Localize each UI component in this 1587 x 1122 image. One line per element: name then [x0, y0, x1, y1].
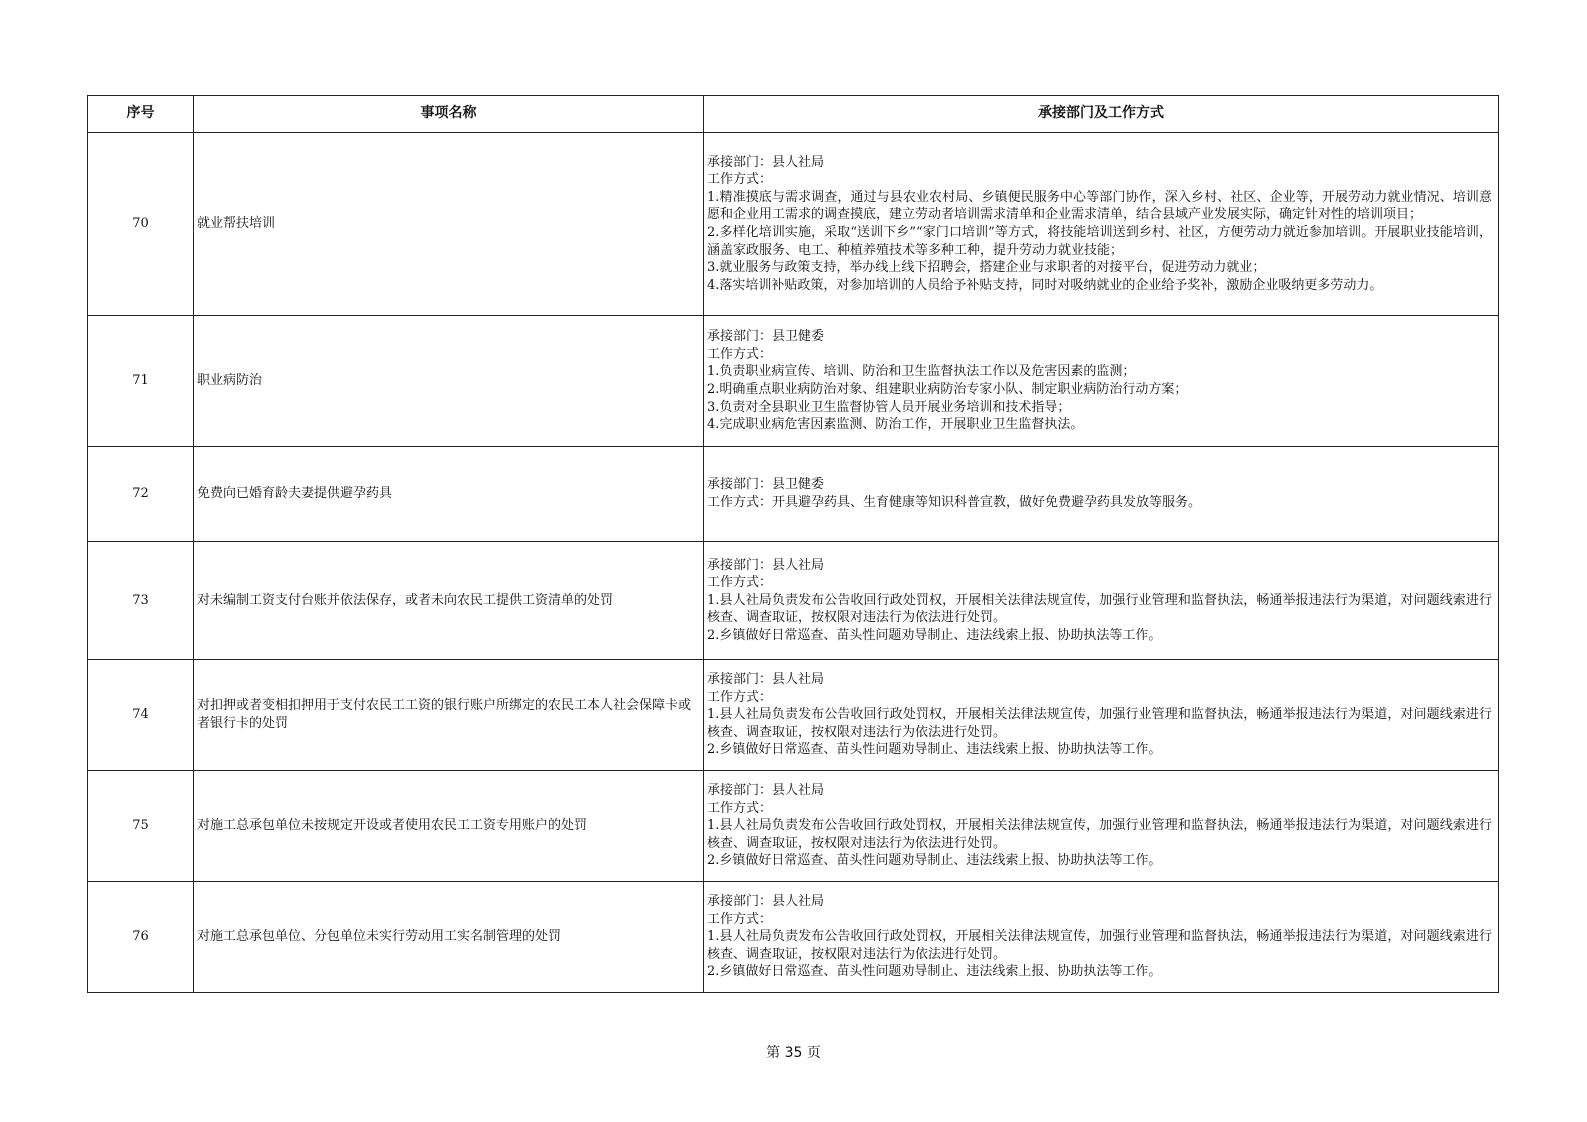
dept-line: 3.负责对全县职业卫生监督协管人员开展业务培训和技术指导； — [707, 399, 1071, 415]
row-number: 70 — [88, 133, 194, 316]
dept-line: 2.明确重点职业病防治对象、组建职业病防治专家小队、制定职业病防治行动方案； — [707, 382, 1188, 397]
row-item-name: 职业病防治 — [194, 316, 704, 447]
dept-line: 承接部门：县人社局 — [707, 557, 825, 573]
row-number: 71 — [88, 316, 194, 447]
row-item-name: 对施工总承包单位、分包单位未实行劳动用工实名制管理的处罚 — [194, 882, 704, 993]
dept-line: 2.乡镇做好日常巡查、苗头性问题劝导制止、违法线索上报、协助执法等工作。 — [707, 627, 1162, 643]
table-row — [88, 133, 1499, 316]
table-row — [88, 447, 1499, 542]
dept-line: 工作方式： — [707, 800, 773, 816]
table-row — [88, 882, 1499, 993]
dept-line: 工作方式： — [707, 346, 773, 362]
row-number: 73 — [88, 542, 194, 660]
dept-line: 承接部门：县人社局 — [707, 672, 825, 688]
dept-line: 工作方式： — [707, 911, 773, 927]
row-number: 75 — [88, 771, 194, 882]
dept-line: 工作方式： — [707, 689, 773, 705]
row-item-name: 对扣押或者变相扣押用于支付农民工工资的银行账户所绑定的农民工本人社会保障卡或者银行卡的处罚 — [194, 660, 704, 771]
row-item-name: 对未编制工资支付台账并依法保存，或者未向农民工提供工资清单的处罚 — [194, 542, 704, 660]
dept-line: 1.精准摸底与需求调查，通过与县农业农村局、乡镇便民服务中心等部门协作，深入乡村、社区、企业等，开展劳动力就业情况、培训意愿和企业用工需求的调查摸底，建立劳动者培训需求清单和企业需求清单，结合县域产业发展实际，确定针对性的培训项目； — [707, 189, 1492, 223]
dept-line: 承接部门：县卫健委 — [707, 477, 825, 493]
dept-line: 承接部门：县人社局 — [707, 894, 825, 910]
table-row — [88, 771, 1499, 882]
row-dept-method — [704, 447, 1499, 542]
header-dept-method: 承接部门及工作方式 — [704, 96, 1499, 133]
row-number: 74 — [88, 660, 194, 771]
dept-line: 工作方式： — [707, 172, 773, 188]
dept-line: 1.县人社局负责发布公告收回行政处罚权，开展相关法律法规宣传，加强行业管理和监督执法，畅通举报违法行为渠道，对问题线索进行核查、调查取证，按权限对违法行为依法进行处罚。 — [707, 592, 1492, 626]
dept-line: 工作方式： — [707, 575, 773, 591]
dept-line: 承接部门：县卫健委 — [707, 329, 825, 345]
page-number: 第 35 页 — [766, 1045, 821, 1061]
dept-line: 承接部门：县人社局 — [707, 783, 825, 799]
table-row — [88, 660, 1499, 771]
row-dept-method — [704, 771, 1499, 882]
document-table-wrapper — [87, 95, 1498, 993]
row-item-name: 对施工总承包单位未按规定开设或者使用农民工工资专用账户的处罚 — [194, 771, 704, 882]
dept-line: 1.县人社局负责发布公告收回行政处罚权，开展相关法律法规宣传，加强行业管理和监督执法，畅通举报违法行为渠道，对问题线索进行核查、调查取证，按权限对违法行为依法进行处罚。 — [707, 929, 1492, 962]
table-row — [88, 316, 1499, 447]
row-dept-method — [704, 542, 1499, 660]
dept-line: 4.完成职业病危害因素监测、防治工作，开展职业卫生监督执法。 — [707, 417, 1084, 433]
dept-line: 3.就业服务与政策支持，举办线上线下招聘会，搭建企业与求职者的对接平台，促进劳动力就业； — [707, 260, 1266, 276]
row-number: 72 — [88, 447, 194, 542]
dept-line: 2.乡镇做好日常巡查、苗头性问题劝导制止、违法线索上报、协助执法等工作。 — [707, 853, 1162, 869]
table-header-row — [88, 96, 1499, 133]
dept-line: 承接部门：县人社局 — [707, 154, 825, 170]
row-dept-method — [704, 133, 1499, 316]
table-row — [88, 542, 1499, 660]
row-item-name: 就业帮扶培训 — [194, 133, 704, 316]
dept-line: 工作方式：开具避孕药具、生育健康等知识科普宣教，做好免费避孕药具发放等服务。 — [707, 495, 1202, 510]
matters-table — [87, 95, 1499, 993]
row-dept-method — [704, 882, 1499, 993]
dept-line: 1.负责职业病宣传、培训、防治和卫生监督执法工作以及危害因素的监测； — [707, 364, 1136, 380]
header-index: 序号 — [88, 96, 194, 133]
header-item-name: 事项名称 — [194, 96, 704, 133]
dept-line: 2.乡镇做好日常巡查、苗头性问题劝导制止、违法线索上报、协助执法等工作。 — [707, 964, 1162, 980]
row-dept-method — [704, 660, 1499, 771]
row-number: 76 — [88, 882, 194, 993]
row-dept-method — [704, 316, 1499, 447]
dept-line: 1.县人社局负责发布公告收回行政处罚权，开展相关法律法规宣传，加强行业管理和监督执法，畅通举报违法行为渠道，对问题线索进行核查、调查取证，按权限对违法行为依法进行处罚。 — [707, 707, 1492, 740]
row-item-name: 免费向已婚育龄夫妻提供避孕药具 — [194, 447, 704, 542]
dept-line: 4.落实培训补贴政策，对参加培训的人员给予补贴支持，同时对吸纳就业的企业给予奖补，激励企业吸纳更多劳动力。 — [707, 277, 1383, 293]
dept-line: 2.多样化培训实施，采取“送训下乡”“家门口培训”等方式，将技能培训送到乡村、社区，方便劳动力就近参加培训。开展职业技能培训，涵盖家政服务、电工、种植养殖技术等多种工种，提升劳动力就业技能； — [707, 225, 1492, 258]
dept-line: 2.乡镇做好日常巡查、苗头性问题劝导制止、违法线索上报、协助执法等工作。 — [707, 742, 1162, 758]
dept-line: 1.县人社局负责发布公告收回行政处罚权，开展相关法律法规宣传，加强行业管理和监督执法，畅通举报违法行为渠道，对问题线索进行核查、调查取证，按权限对违法行为依法进行处罚。 — [707, 818, 1492, 851]
